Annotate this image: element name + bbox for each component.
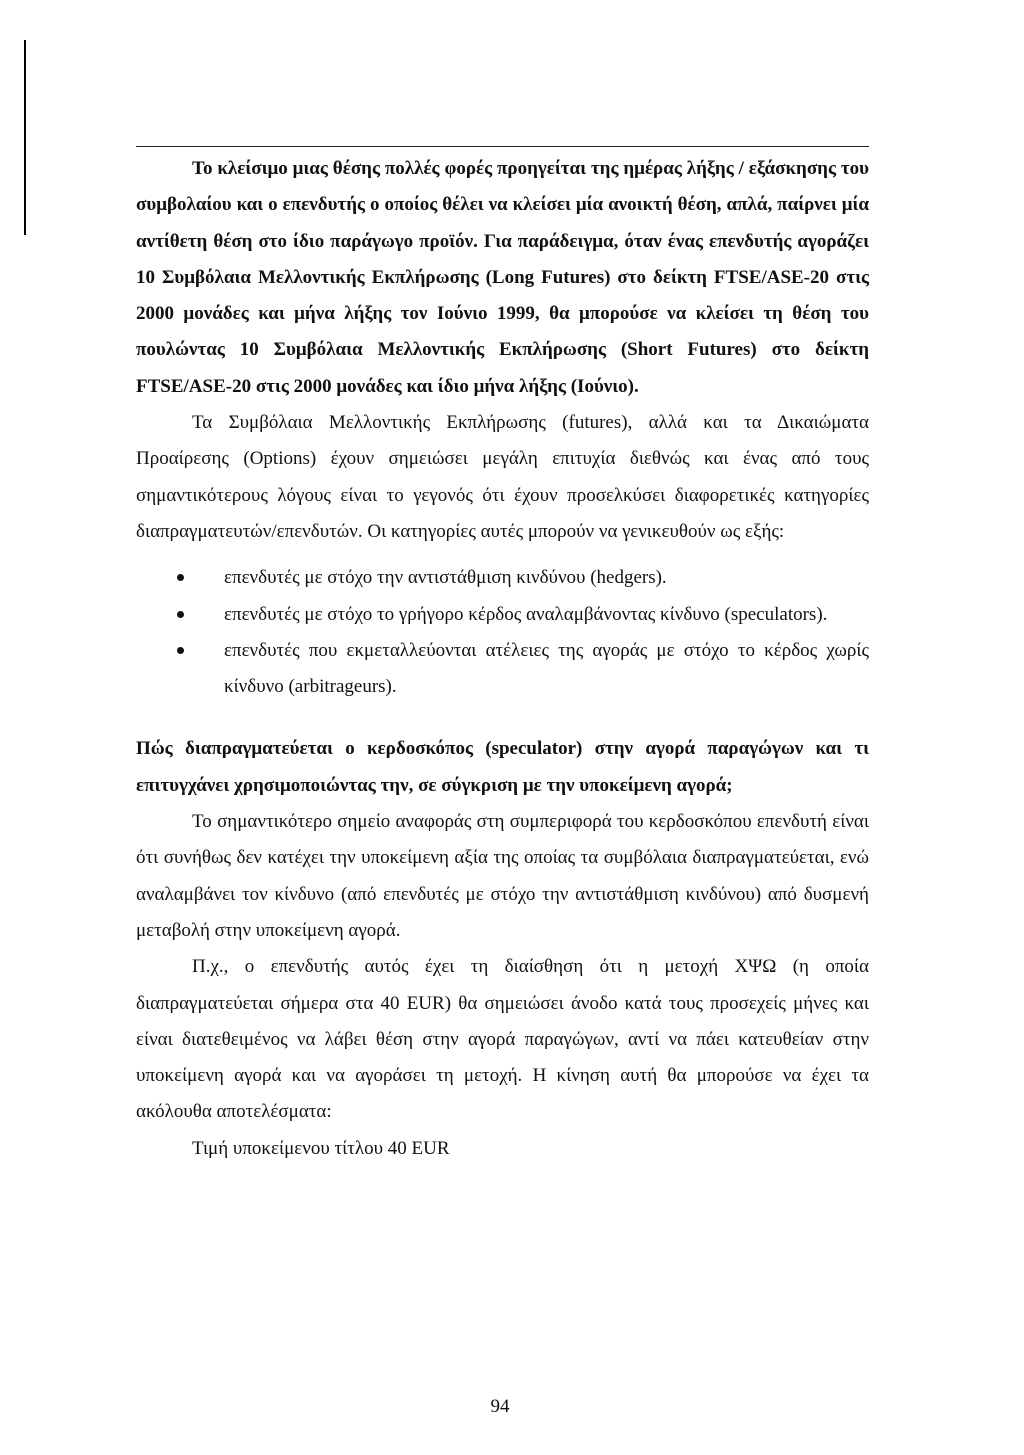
margin-line <box>24 40 26 235</box>
trader-categories-list <box>136 560 869 705</box>
paragraph-trader-categories: Τα Συμβόλαια Μελλοντικής Εκπλήρωσης (futures), αλλά και τα Δικαιώματα Προαίρεσης (Options) έχουν σημειώσει μεγάλη επιτυχία διεθνώς και ένας από τους σημαντικότερους λόγους είναι το γεγονός ότι έχουν προσελκύσει διαφορετικές κατηγορίες διαπραγματευτών/επενδυτών. Οι κατηγορίες αυτές μπορούν να γενικευθούν ως εξής: <box>136 412 869 542</box>
document-body <box>136 151 869 1167</box>
page-number: 94 <box>490 1396 510 1417</box>
list-item-text: επενδυτές με στόχο το γρήγορο κέρδος αναλαμβάνοντας κίνδυνο (speculators). <box>224 603 828 625</box>
paragraph-example: Π.χ., ο επενδυτής αυτός έχει τη διαίσθηση ότι η μετοχή ΧΨΩ (η οποία διαπραγματεύεται σήμερα στα 40 EUR) θα σημειώσει άνοδο κατά τους προσεχείς μήνες και είναι διατεθειμένος να λάβει θέση στην αγορά παραγώγων, αντί να πάει κατευθείαν στην υποκείμενη αγορά και να αγοράσει τη μετοχή. Η κίνηση αυτή θα μπορούσε να έχει τα ακόλουθα αποτελέσματα: <box>136 956 869 1123</box>
list-item-arbitrageurs <box>136 633 869 706</box>
list-item-text: επενδυτές που εκμεταλλεύονται ατέλειες της αγοράς με στόχο το κέρδος χωρίς κίνδυνο (arbitrageurs). <box>224 639 869 698</box>
bullet-icon <box>177 611 184 618</box>
paragraph-speculator-behavior: Το σημαντικότερο σημείο αναφοράς στη συμπεριφορά του κερδοσκόπου επενδυτή είναι ότι συνήθως δεν κατέχει την υποκείμενη αξία της οποίας τα συμβόλαια διαπραγματεύεται, ενώ αναλαμβάνει τον κίνδυνο (από επενδυτές με στόχο την αντιστάθμιση κινδύνου) από δυσμενή μεταβολή στην υποκείμενη αγορά. <box>136 811 869 941</box>
paragraph-closing-position: Το κλείσιμο μιας θέσης πολλές φορές προηγείται της ημέρας λήξης / εξάσκησης του συμβολαίου και ο επενδυτής ο οποίος θέλει να κλείσει μία ανοικτή θέση, απλά, παίρνει μία αντίθετη θέση στο ίδιο παράγωγο προϊόν. Για παράδειγμα, όταν ένας επενδυτής αγοράζει 10 Συμβόλαια Μελλοντικής Εκπλήρωσης (Long Futures) στο δείκτη FTSE/ASE-20 στις 2000 μονάδες και μήνα λήξης τον Ιούνιο 1999, θα μπορούσε να κλείσει τη θέση του πουλώντας 10 Συμβόλαια Μελλοντικής Εκπλήρωσης (Short Futures) στο δείκτη FTSE/ASE-20 στις 2000 μονάδες και ίδιο μήνα λήξης (Ιούνιο). <box>136 158 869 397</box>
list-item-text: επενδυτές με στόχο την αντιστάθμιση κινδύνου (hedgers). <box>224 567 667 589</box>
bullet-icon <box>177 647 184 654</box>
list-item-speculators <box>136 597 869 633</box>
top-rule <box>136 146 869 147</box>
paragraph-underlying-price: Τιμή υποκείμενου τίτλου 40 EUR <box>192 1137 450 1159</box>
section-heading: Πώς διαπραγματεύεται ο κερδοσκόπος (speculator) στην αγορά παραγώγων και τι επιτυγχάνει χρησιμοποιώντας την, σε σύγκριση με την υποκείμενη αγορά; <box>136 738 869 796</box>
list-item-hedgers <box>136 560 869 596</box>
bullet-icon <box>177 574 184 581</box>
